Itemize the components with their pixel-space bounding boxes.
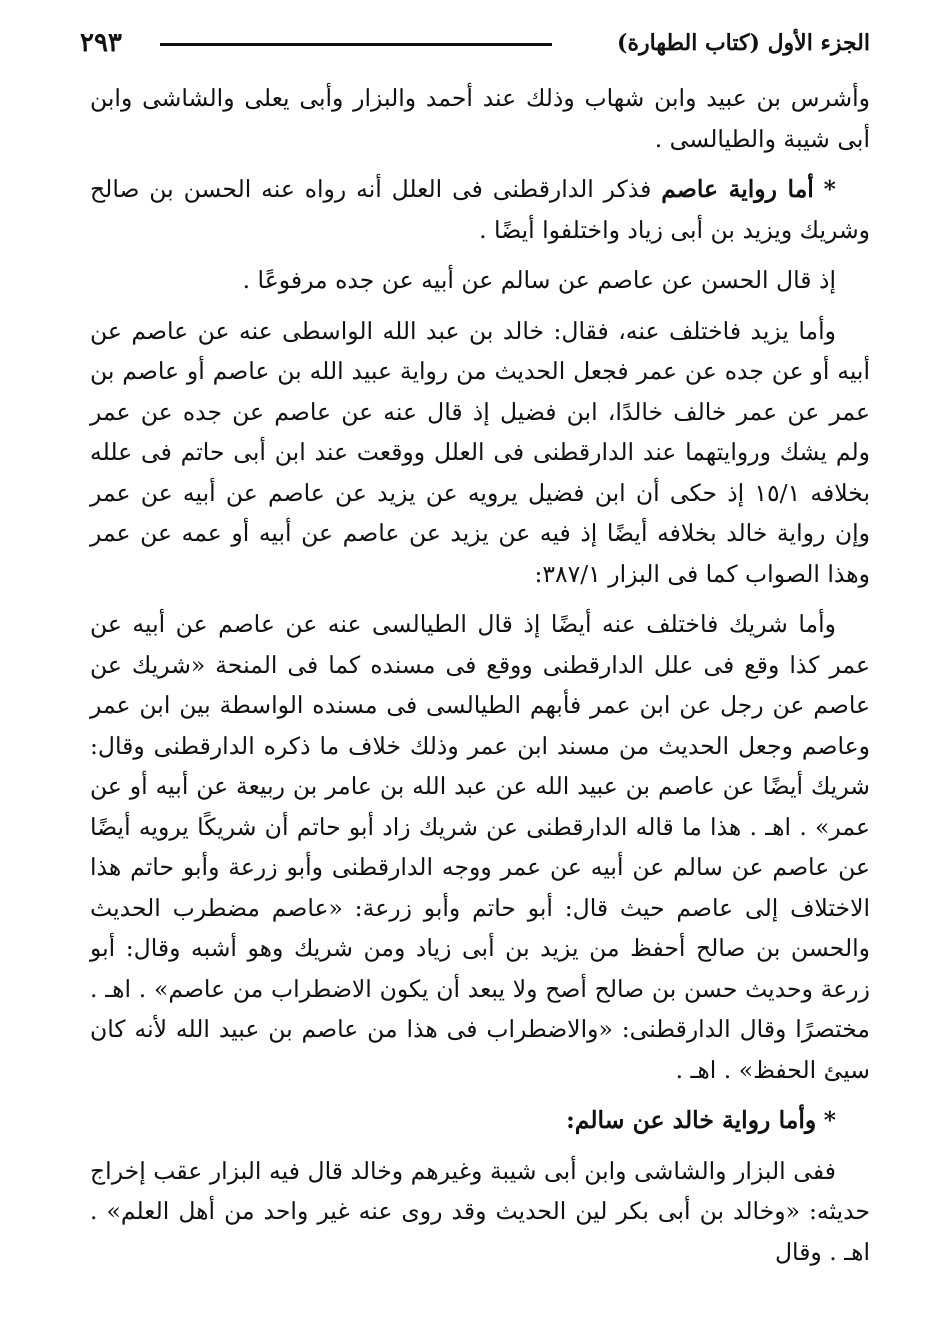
paragraph-1-text: وأشرس بن عبيد وابن شهاب وذلك عند أحمد والبزار وأبى يعلى والشاشى وابن أبى شيبة والطيالسى . — [90, 84, 870, 153]
page-header — [80, 26, 870, 62]
paragraph-3-text: إذ قال الحسن عن عاصم عن سالم عن أبيه عن جده مرفوعًا . — [242, 266, 836, 294]
asterisk-marker: * — [823, 175, 836, 203]
paragraph-1 — [90, 78, 870, 159]
paragraph-4 — [90, 311, 870, 595]
paragraph-6 — [90, 1100, 870, 1141]
paragraph-5-text: وأما شريك فاختلف عنه أيضًا إذ قال الطيالسى عنه عن عاصم عن أبيه عن عمر كذا وقع فى علل الدارقطنى ووقع فى مسنده كما فى المنحة «شريك عن عاصم عن رجل عن ابن عمر فأبهم الطيالسى فى مسنده الواسطة بين ابن عمر وعاصم وجعل الحديث من مسند ابن عمر وذلك خلاف ما ذكره الدارقطنى وقال: شريك أيضًا عن عاصم بن عبيد الله عن عبد الله بن عامر بن ربيعة عن أبيه أو عن عمر» . اهـ . هذا ما قاله الدارقطنى عن شريك زاد أبو حاتم أن شريكًا يرويه أيضًا عن عاصم عن سالم عن أبيه عن عمر ووجه الدارقطنى وأبو زرعة وأبو حاتم هذا الاختلاف إلى عاصم حيث قال: أبو حاتم وأبو زرعة: «عاصم مضطرب الحديث والحسن بن صالح أحفظ من يزيد بن أبى زياد ومن شريك وهو أشبه وقال: أبو زرعة وحديث حسن بن صالح أصح ولا يبعد أن يكون الاضطراب من عاصم» . اهـ . مختصرًا وقال الدارقطنى: «والاضطراب فى هذا من عاصم بن عبيد الله لأنه كان سيئ الحفظ» . اهـ . — [90, 610, 870, 1084]
paragraph-3 — [90, 260, 870, 301]
running-title: الجزء الأول (كتاب الطهارة) — [617, 30, 870, 56]
header-rule — [160, 43, 552, 46]
asterisk-marker: * — [823, 1106, 836, 1134]
paragraph-5 — [90, 604, 870, 1090]
paragraph-7 — [90, 1151, 870, 1273]
section-heading-asim: أما رواية عاصم — [661, 175, 814, 203]
paragraph-2-text: فذكر الدارقطنى فى العلل أنه رواه عنه الحسن بن صالح وشريك ويزيد بن أبى زياد واختلفوا أيضًا . — [90, 175, 870, 244]
page-number: ٢٩٣ — [80, 28, 122, 58]
body-text — [90, 78, 870, 1272]
paragraph-4-text: وأما يزيد فاختلف عنه، فقال: خالد بن عبد الله الواسطى عنه عن عاصم عن أبيه أو عن جده عن عمر فجعل الحديث من رواية عبيد الله بن عاصم أو عاصم بن عمر عن عمر خالف خالدًا، ابن فضيل إذ قال عنه عن عاصم عن جده عن عمر ولم يشك وروايتهما عند الدارقطنى فى العلل ووقعت عند ابن أبى حاتم فى علله بخلافه ١٥/١ إذ حكى أن ابن فضيل يرويه عن يزيد عن عاصم عن أبيه عن عمر وإن رواية خالد بخلافه أيضًا إذ فيه عن يزيد عن عاصم عن أبيه أو عمه عن عمر وهذا الصواب كما فى البزار ٣٨٧/١: — [90, 316, 870, 588]
section-heading-khalid: وأما رواية خالد عن سالم: — [566, 1106, 817, 1134]
paragraph-7-text: ففى البزار والشاشى وابن أبى شيبة وغيرهم وخالد قال فيه البزار عقب إخراج حديثه: «وخالد بن أبى بكر لين الحديث وقد روى عنه غير واحد من أهل العلم» . اهـ . وقال — [90, 1156, 870, 1266]
paragraph-2 — [90, 169, 870, 250]
